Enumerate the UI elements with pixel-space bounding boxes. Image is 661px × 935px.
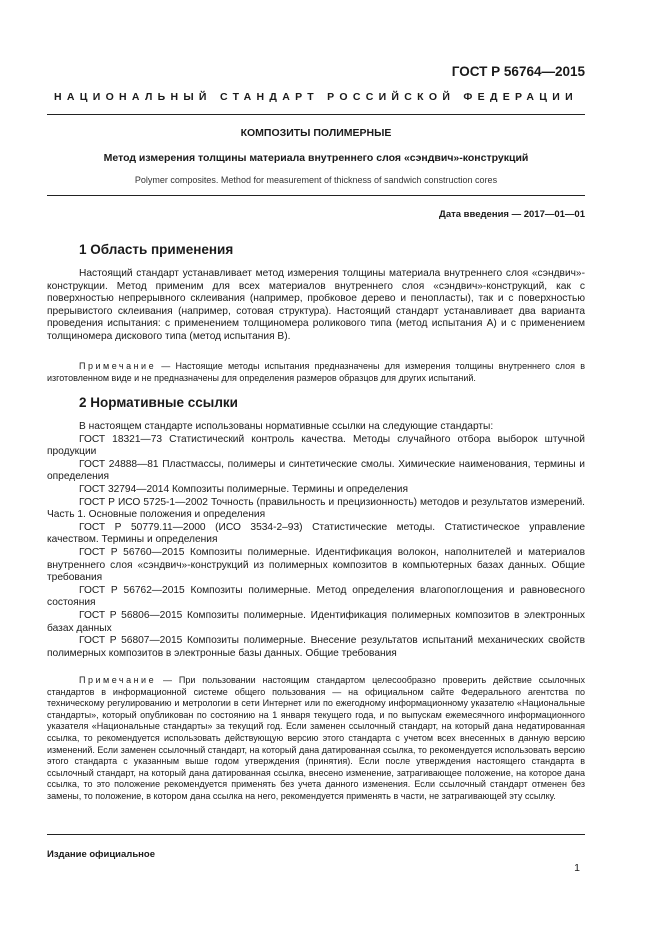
reference-item: ГОСТ 24888—81 Пластмассы, полимеры и синтетические смолы. Химические наименования, термины и определения [47,458,585,483]
title-rule [47,195,585,196]
section-1-body [47,268,585,344]
footer-rule [47,834,585,835]
note-label: Примечание [79,675,157,685]
reference-item: ГОСТ 18321—73 Статистический контроль качества. Методы случайного отбора выборок штучной продукции [47,433,585,458]
reference-item: ГОСТ 32794—2014 Композиты полимерные. Термины и определения [79,483,408,495]
note-label: Примечание [79,361,157,371]
note-text: — Настоящие методы испытания предназначены для измерения толщины внутреннего слоя в изготовленном виде и не предназначены для определения размеров образцов для других испытаний. [47,361,585,383]
reference-item: ГОСТ Р 56807—2015 Композиты полимерные. Внесение результатов испытаний механических свойств полимерных композитов в электронные базы данных. Общие требования [47,635,585,659]
section-2-note [47,675,585,803]
reference-item: ГОСТ Р 56762—2015 Композиты полимерные. Метод определения влагопоглощения и равновесного состояния [47,584,585,609]
reference-item: ГОСТ Р 56760—2015 Композиты полимерные. Идентификация волокон, наполнителей и материалов внутреннего слоя «сэндвич»-конструкций из полимерных композитов в компьютерных базах данных. Общие требования [47,546,585,584]
scope-paragraph: Настоящий стандарт устанавливает метод измерения толщины материала внутреннего слоя «сэндвич»-конструкции. Метод применим для всех материалов внутреннего слоя «сэндвич»-конструкций, как с поверхностью непрерывного склеивания (например, пробковое дерево и пенопласты), так и с поверхностью прерывистого склеивания (например, сотовая структура). Настоящий стандарт устанавливает два варианта проведения испытания: с применением толщиномера роликового типа (метод испытания А) и с применением толщиномера дискового типа (метод испытания В). [47,268,585,342]
section-2-heading: 2 Нормативные ссылки [79,395,238,410]
section-1-heading: 1 Область применения [79,242,234,257]
document-subtitle: Метод измерения толщины материала внутреннего слоя «сэндвич»-конструкций [103,152,529,164]
section-1-note [47,361,585,384]
document-title: КОМПОЗИТЫ ПОЛИМЕРНЫЕ [240,127,392,139]
section-2-body [47,421,585,660]
note-text: — При пользовании настоящим стандартом целесообразно проверить действие ссылочных стандартов в информационной системе общего пользования — на официальном сайте Федерального агентства по техническому регулированию и метрологии в сети Интернет или по ежегодному информационному указателю «Национальные стандарты», который опубликован по состоянию на 1 января текущего года, и по выпускам ежемесячного информационного указателя «Национальные стандарты» за текущий год. Если заменен ссылочный стандарт, на который дана недатированная ссылка, то рекомендуется использовать действующую версию этого стандарта с учетом всех внесенных в данную версию изменений. Если заменен ссылочный стандарт, на который дана датированная ссылка, то рекомендуется использовать версию этого стандарта с указанным выше годом утверждения (принятия). Если после утверждения настоящего стандарта в ссылочный стандарт, на который дана датированная ссылка, внесено изменение, затрагивающее положение, на которое дана ссылка, то это положение рекомендуется применять без учета данного изменения. Если ссылочный стандарт отменен без замены, то положение, в котором дана ссылка на него, рекомендуется применять в части, не затрагивающей эту ссылку. [47,675,585,801]
references-intro: В настоящем стандарте использованы нормативные ссылки на следующие стандарты: [79,421,494,432]
header-rule [47,114,585,115]
edition-label: Издание официальное [47,849,155,860]
introduction-date: Дата введения — 2017—01—01 [439,209,585,220]
page-number: 1 [574,862,580,874]
document-id: ГОСТ Р 56764—2015 [451,64,585,79]
reference-item: ГОСТ Р ИСО 5725-1—2002 Точность (правильность и прецизионность) методов и результатов измерений. Часть 1. Основные положения и определения [47,496,585,521]
national-standard-banner: НАЦИОНАЛЬНЫЙ СТАНДАРТ РОССИЙСКОЙ ФЕДЕРАЦИИ [54,91,578,103]
english-title: Polymer composites. Method for measurement of thickness of sandwich construction cores [134,175,498,185]
reference-item: ГОСТ Р 56806—2015 Композиты полимерные. Идентификация полимерных композитов в электронных базах данных [47,609,585,634]
reference-item: ГОСТ Р 50779.11—2000 (ИСО 3534-2–93) Статистические методы. Статистическое управление качеством. Термины и определения [47,521,585,546]
